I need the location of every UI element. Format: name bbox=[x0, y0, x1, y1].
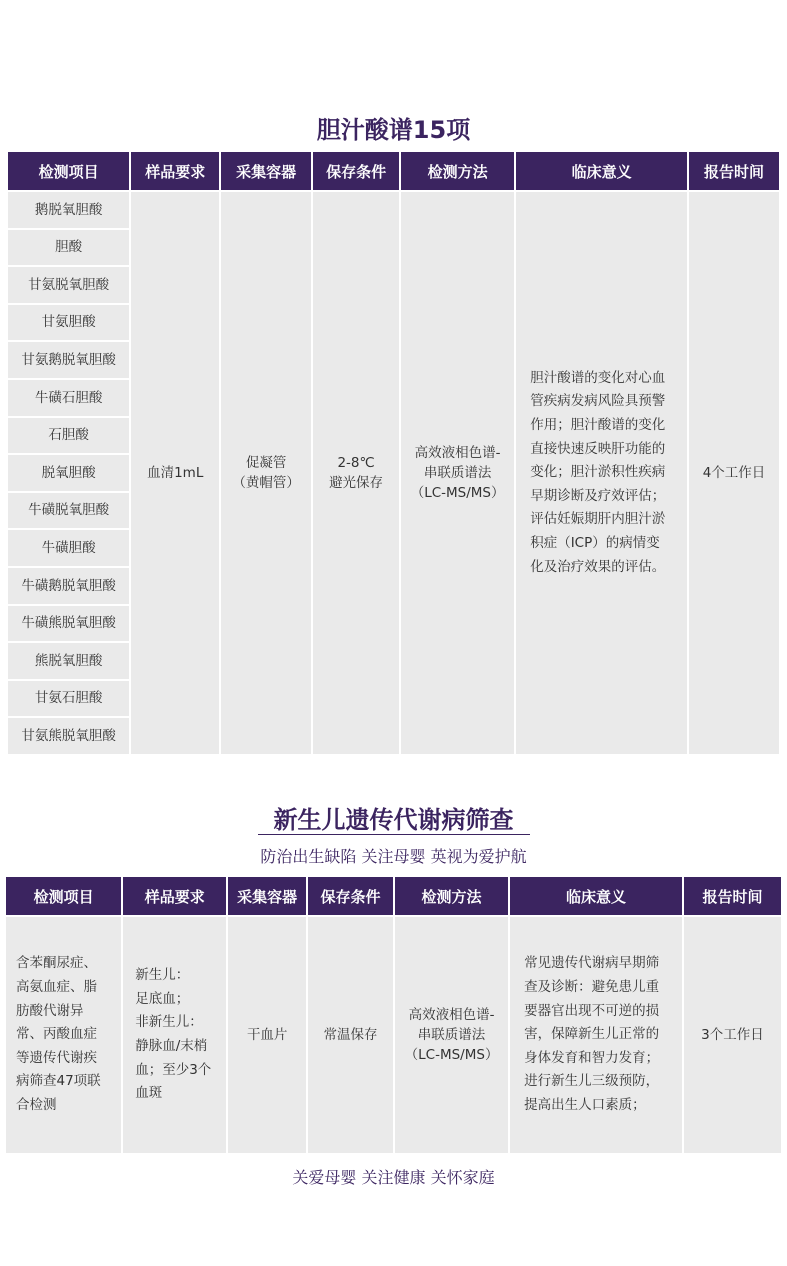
report-time-cell: 4个工作日 bbox=[689, 192, 779, 754]
bile-acid-table bbox=[6, 150, 781, 756]
storage-line: 避光保存 bbox=[329, 474, 384, 491]
clinical-line: 管疾病发病风险具预警 bbox=[530, 393, 666, 410]
test-item: 石胆酸 bbox=[8, 418, 129, 454]
method-line: （LC-MS/MS） bbox=[404, 1047, 499, 1064]
method-line: 高效液相色谱- bbox=[414, 444, 501, 461]
test-item: 牛磺鹅脱氧胆酸 bbox=[8, 568, 129, 604]
clinical-line: 化及治疗效果的评估。 bbox=[530, 558, 666, 575]
method-cell bbox=[401, 192, 514, 754]
test-item: 甘氨熊脱氧胆酸 bbox=[8, 718, 129, 754]
table-row bbox=[6, 917, 781, 1153]
section1-title: 胆汁酸谱15项 bbox=[316, 116, 471, 144]
storage-cell: 常温保存 bbox=[308, 917, 393, 1153]
test-item: 牛磺熊脱氧胆酸 bbox=[8, 606, 129, 642]
test-item-line: 等遗传代谢疾 bbox=[16, 1049, 97, 1066]
test-item-line: 病筛查47项联 bbox=[16, 1073, 101, 1090]
header-report-time: 报告时间 bbox=[684, 877, 781, 915]
header-test-item: 检测项目 bbox=[8, 152, 129, 190]
test-item-line: 常、丙酸血症 bbox=[16, 1026, 97, 1043]
method-line: 串联质谱法 bbox=[417, 1026, 486, 1043]
clinical-line: 身体发育和智力发育； bbox=[524, 1049, 660, 1066]
table-row bbox=[8, 192, 779, 228]
sample-line: 血斑 bbox=[135, 1085, 163, 1102]
test-item: 胆酸 bbox=[8, 230, 129, 266]
header-clinical: 临床意义 bbox=[510, 877, 682, 915]
test-item: 牛磺胆酸 bbox=[8, 530, 129, 566]
clinical-cell bbox=[516, 192, 687, 754]
sample-line: 非新生儿： bbox=[135, 1014, 203, 1031]
header-method: 检测方法 bbox=[401, 152, 514, 190]
header-method: 检测方法 bbox=[395, 877, 508, 915]
clinical-line: 常见遗传代谢病早期筛 bbox=[524, 955, 660, 972]
table-header-row bbox=[8, 152, 779, 190]
test-item: 甘氨脱氧胆酸 bbox=[8, 267, 129, 303]
method-line: 串联质谱法 bbox=[423, 464, 492, 481]
test-item-cell bbox=[6, 917, 121, 1153]
test-item: 牛磺石胆酸 bbox=[8, 380, 129, 416]
footer-slogan: 关爱母婴 关注健康 关怀家庭 bbox=[292, 1168, 495, 1187]
method-cell bbox=[395, 917, 508, 1153]
container-cell bbox=[221, 192, 311, 754]
clinical-line: 查及诊断：避免患儿重 bbox=[524, 978, 660, 995]
clinical-line: 变化；胆汁淤积性疾病 bbox=[530, 464, 666, 481]
header-sample: 样品要求 bbox=[131, 152, 219, 190]
test-item: 鹅脱氧胆酸 bbox=[8, 192, 129, 228]
clinical-line: 直接快速反映肝功能的 bbox=[530, 440, 666, 457]
header-container: 采集容器 bbox=[221, 152, 311, 190]
test-item: 甘氨鹅脱氧胆酸 bbox=[8, 342, 129, 378]
clinical-line: 评估妊娠期肝内胆汁淤 bbox=[530, 511, 666, 528]
sample-line: 足底血； bbox=[135, 990, 190, 1007]
clinical-cell bbox=[510, 917, 682, 1153]
sample-cell bbox=[123, 917, 226, 1153]
test-item-line: 肪酸代谢异 bbox=[16, 1002, 84, 1019]
method-line: 高效液相色谱- bbox=[408, 1006, 495, 1023]
header-storage: 保存条件 bbox=[313, 152, 399, 190]
test-item-line: 含苯酮尿症、 bbox=[16, 955, 97, 972]
storage-cell bbox=[313, 192, 399, 754]
sample-line: 静脉血/末梢 bbox=[135, 1038, 208, 1054]
header-report-time: 报告时间 bbox=[689, 152, 779, 190]
test-item-line: 高氨血症、脂 bbox=[16, 978, 97, 995]
header-sample: 样品要求 bbox=[123, 877, 226, 915]
test-item: 熊脱氧胆酸 bbox=[8, 643, 129, 679]
clinical-line: 胆汁酸谱的变化对心血 bbox=[530, 369, 666, 386]
header-container: 采集容器 bbox=[228, 877, 306, 915]
section2-title: 新生儿遗传代谢病筛查 bbox=[273, 806, 514, 834]
method-line: （LC-MS/MS） bbox=[410, 485, 505, 502]
report-time-cell: 3个工作日 bbox=[684, 917, 781, 1153]
clinical-line: 进行新生儿三级预防， bbox=[524, 1073, 660, 1090]
header-storage: 保存条件 bbox=[308, 877, 393, 915]
sample-line: 新生儿： bbox=[135, 967, 190, 984]
clinical-line: 害，保障新生儿正常的 bbox=[524, 1026, 660, 1043]
header-test-item: 检测项目 bbox=[6, 877, 121, 915]
clinical-line: 作用；胆汁酸谱的变化 bbox=[530, 416, 666, 433]
test-item: 甘氨胆酸 bbox=[8, 305, 129, 341]
table-header-row bbox=[6, 877, 781, 915]
clinical-line: 要器官出现不可逆的损 bbox=[524, 1002, 660, 1019]
storage-line: 2-8℃ bbox=[337, 454, 375, 471]
test-item: 牛磺脱氧胆酸 bbox=[8, 493, 129, 529]
test-item: 脱氧胆酸 bbox=[8, 455, 129, 491]
header-clinical: 临床意义 bbox=[516, 152, 687, 190]
test-item-line: 合检测 bbox=[16, 1097, 57, 1114]
container-cell: 干血片 bbox=[228, 917, 306, 1153]
newborn-screening-table bbox=[4, 875, 783, 1155]
clinical-line: 积症（ICP）的病情变 bbox=[530, 535, 660, 552]
title-divider bbox=[258, 834, 530, 835]
clinical-line: 提高出生人口素质； bbox=[524, 1097, 646, 1114]
sample-line: 血；至少3个 bbox=[135, 1061, 212, 1078]
sample-cell: 血清1mL bbox=[131, 192, 219, 754]
test-item: 甘氨石胆酸 bbox=[8, 681, 129, 717]
container-line: （黄帽管） bbox=[232, 474, 300, 491]
container-line: 促凝管 bbox=[245, 454, 287, 471]
clinical-line: 早期诊断及疗效评估； bbox=[530, 487, 666, 504]
section2-subtitle: 防治出生缺陷 关注母婴 英视为爱护航 bbox=[260, 847, 527, 866]
